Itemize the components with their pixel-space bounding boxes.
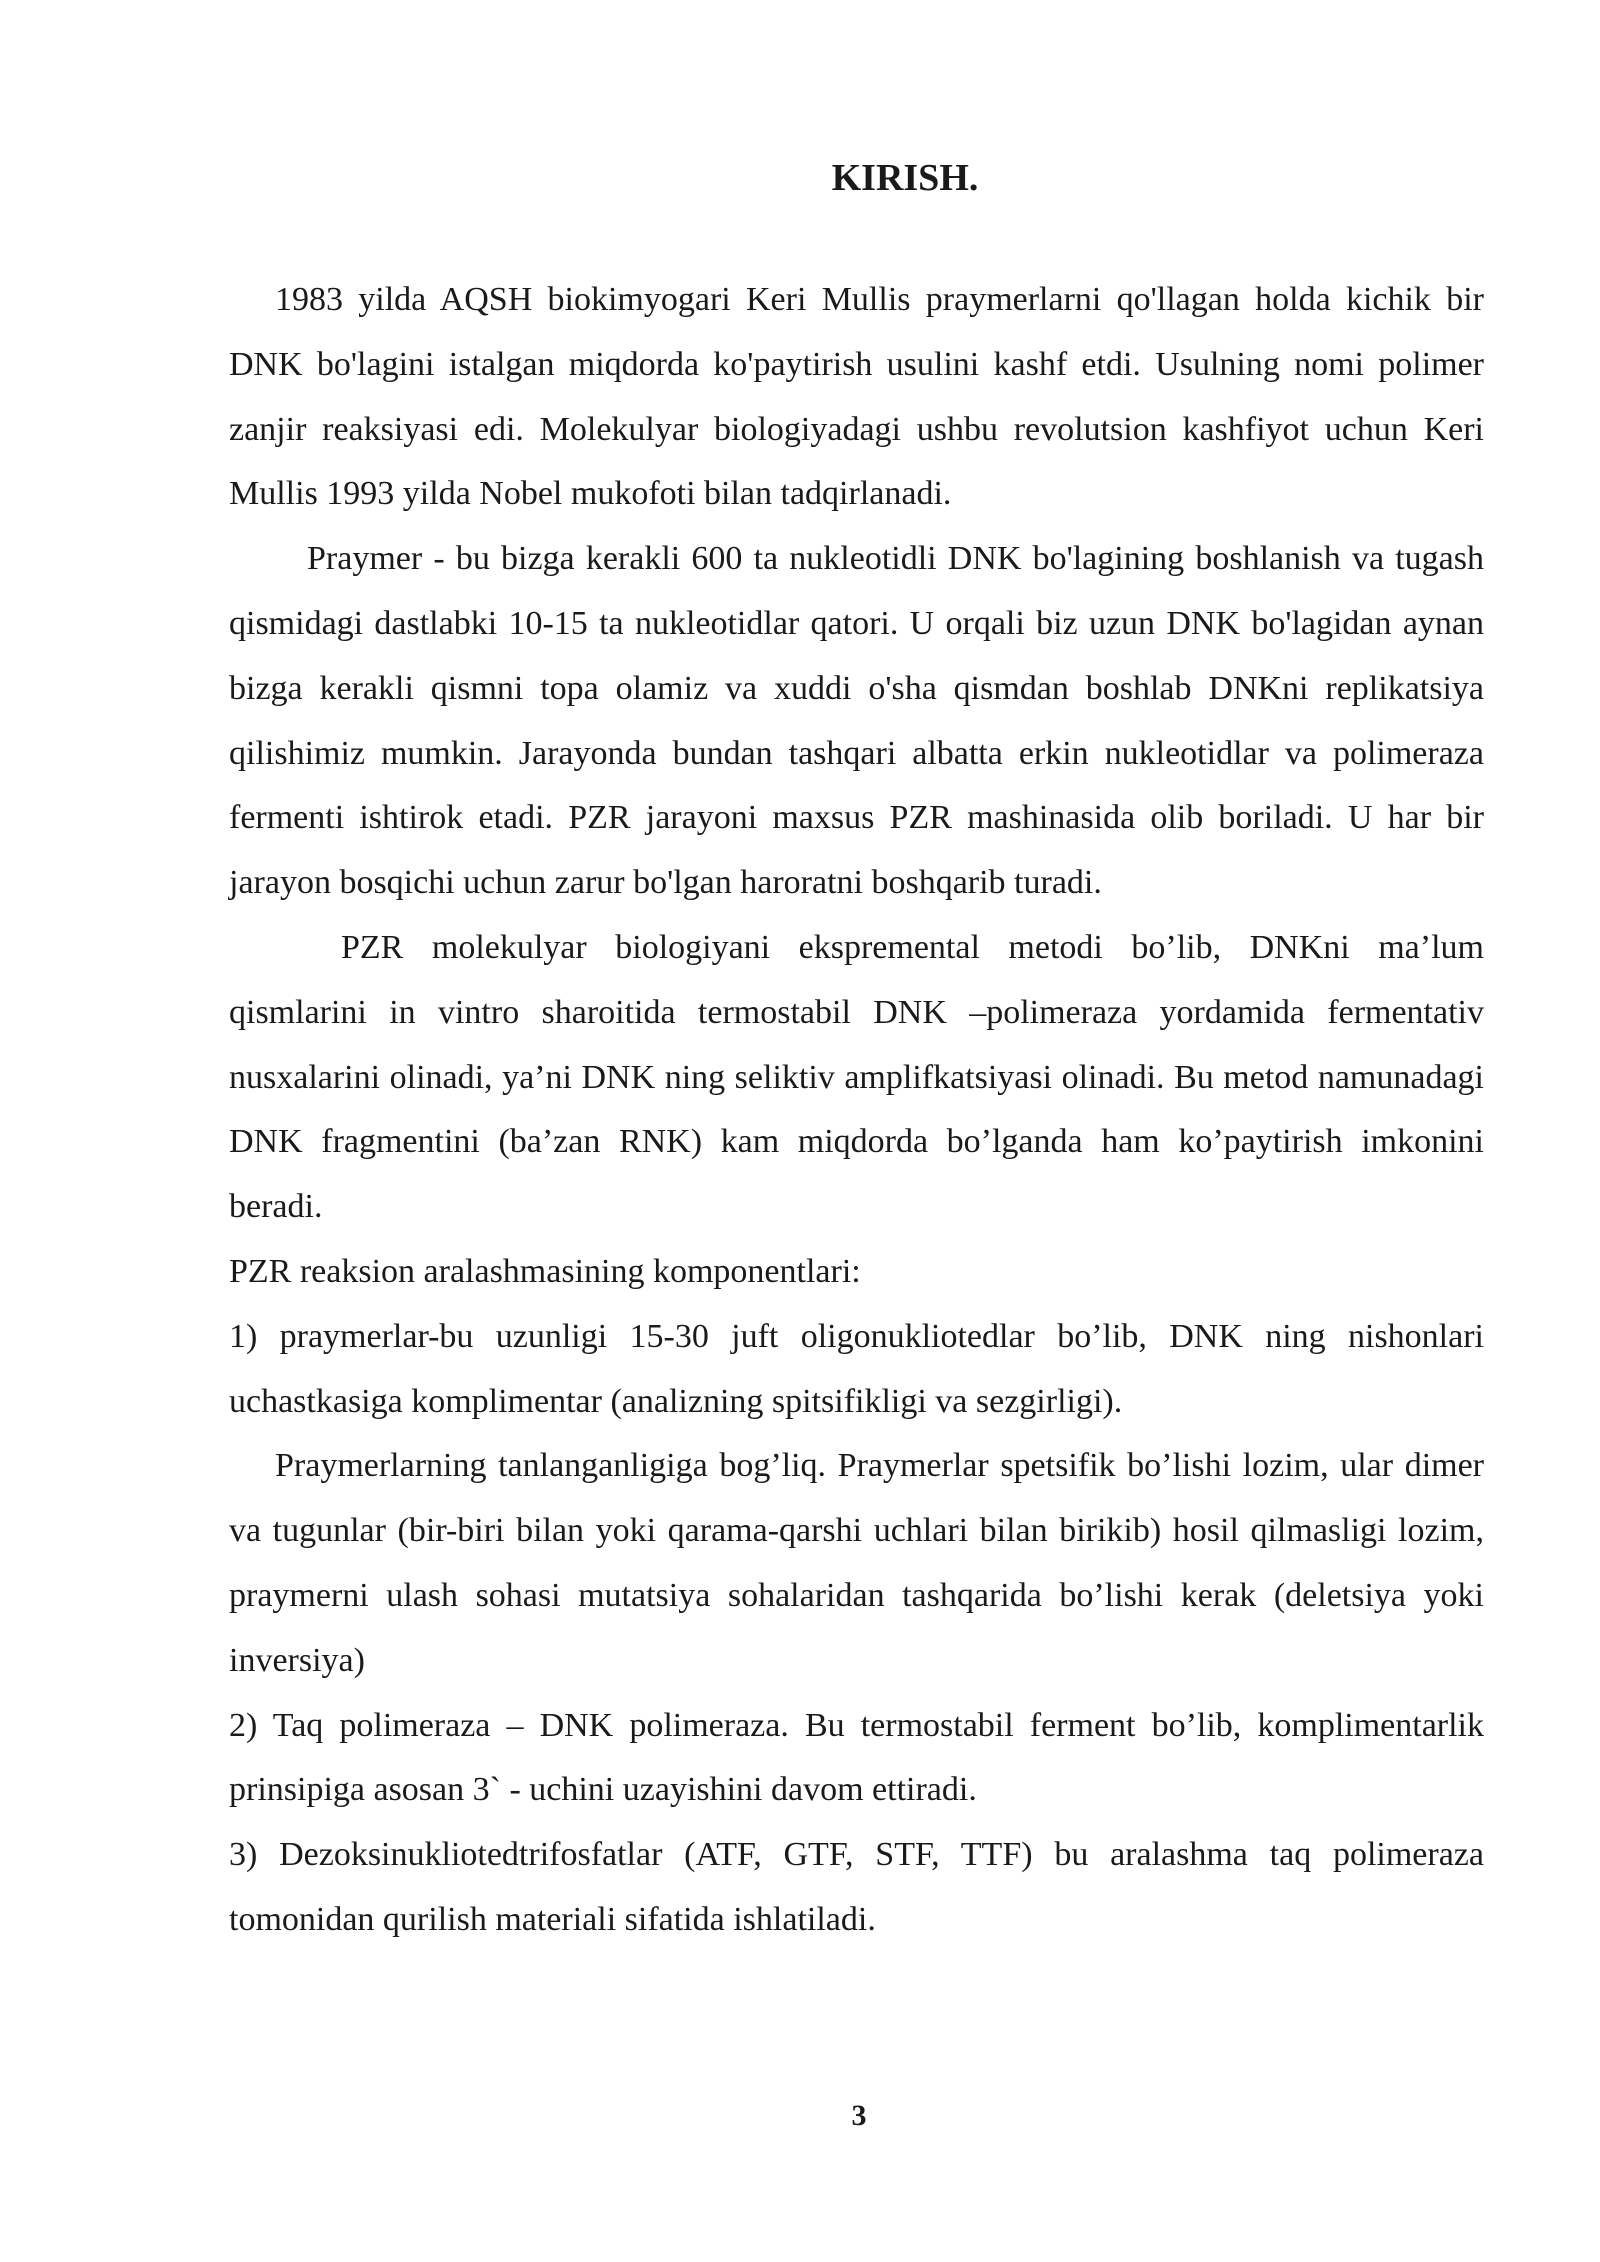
body-text xyxy=(229,268,1484,1953)
paragraph: Praymer - bu bizga kerakli 600 ta nukleotidli DNK bo'lagining boshlanish va tugash qismidagi dastlabki 10-15 ta nukleotidlar qatori. U orqali biz uzun DNK bo'lagidan aynan bizga kerakli qismni topa olamiz va xuddi o'sha qismdan boshlab DNKni replikatsiya qilishimiz mumkin. Jarayonda bundan tashqari albatta erkin nukleotidlar va polimeraza fermenti ishtirok etadi. PZR jarayoni maxsus PZR mashinasida olib boriladi. U har bir jarayon bosqichi uchun zarur bo'lgan haroratni boshqarib turadi. xyxy=(229,540,1484,902)
list-item: 2) Taq polimeraza – DNK polimeraza. Bu termostabil ferment bo’lib, komplimentarlik prinsipiga asosan 3` - uchini uzayishini davom ettiradi. xyxy=(229,1706,1484,1809)
paragraph: 1983 yilda AQSH biokimyogari Keri Mullis praymerlarni qo'llagan holda kichik bir DNK bo'lagini istalgan miqdorda ko'paytirish usulini kashf etdi. Usulning nomi polimer zanjir reaksiyasi edi. Molekulyar biologiyadagi ushbu revolutsion kashfiyot uchun Keri Mullis 1993 yilda Nobel mukofoti bilan tadqirlanadi. xyxy=(229,281,1484,513)
list-item: 3) Dezoksinukliotedtrifosfatlar (ATF, GTF, STF, TTF) bu aralashma taq polimeraza tomonidan qurilish materiali sifatida ishlatiladi. xyxy=(229,1836,1484,1938)
page-title: KIRISH. xyxy=(831,157,979,199)
paragraph: Praymerlarning tanlanganligiga bog’liq. Praymerlar spetsifik bo’lishi lozim, ular dimer va tugunlar (bir-biri bilan yoki qarama-qarshi uchlari bilan birikib) hosil qilmasligi lozim, praymerni ulash sohasi mutatsiya sohalaridan tashqarida bo’lishi kerak (deletsiya yoki inversiya) xyxy=(229,1447,1484,1679)
list-item: 1) praymerlar-bu uzunligi 15-30 juft oligonukliotedlar bo’lib, DNK ning nishonlari uchastkasiga komplimentar (analizning spitsifikligi va sezgirligi). xyxy=(229,1317,1484,1420)
paragraph: PZR molekulyar biologiyani ekspremental metodi bo’lib, DNKni ma’lum qismlarini in vintro sharoitida termostabil DNK –polimeraza yordamida fermentativ nusxalarini olinadi, ya’ni DNK ning seliktiv amplifkatsiyasi olinadi. Bu metod namunadagi DNK fragmentini (ba’zan RNK) kam miqdorda bo’lganda ham ko’paytirish imkonini beradi. xyxy=(229,928,1484,1226)
page-number: 3 xyxy=(851,2099,867,2132)
paragraph: PZR reaksion aralashmasining komponentlari: xyxy=(229,1252,861,1290)
